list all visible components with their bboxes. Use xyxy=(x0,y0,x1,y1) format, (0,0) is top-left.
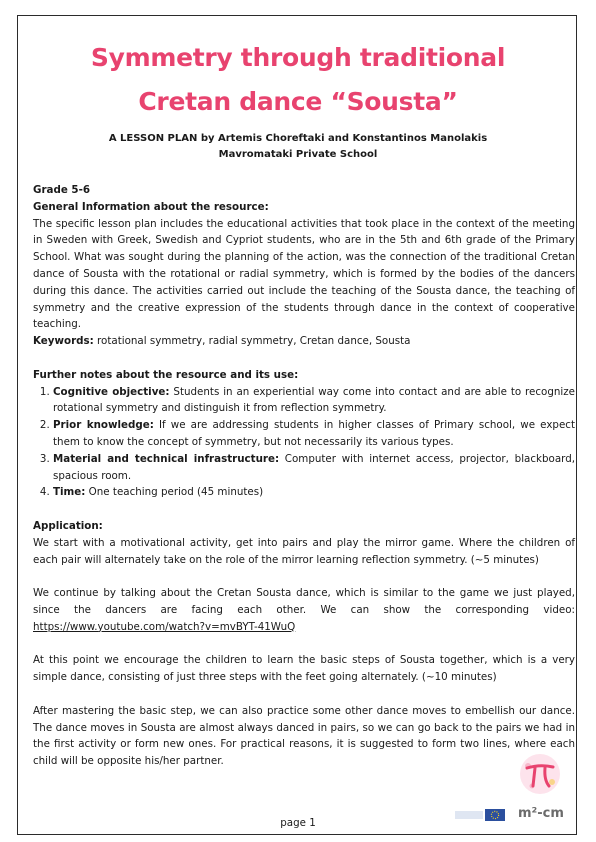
byline xyxy=(30,131,566,163)
page-number: page 1 xyxy=(280,817,316,829)
application-paragraph-4: After mastering the basic step, we can also practice some other dance moves to embellish our dance. The dance moves in Sousta are almost always danced in pairs, so we can go back to the pairs we had in the first activity or form new ones. For practical reasons, it is suggested to form two lines, where each child will be opposite his/her partner. xyxy=(33,704,575,768)
note-label: Time: xyxy=(53,486,86,499)
notes-list xyxy=(33,384,575,502)
note-item xyxy=(53,484,575,501)
application-paragraph-2-text: We continue by talking about the Cretan Sousta dance, which is similar to the game we just played, since the dancers are facing each other. We can show the corresponding video: xyxy=(33,587,575,616)
pi-logo-icon xyxy=(518,752,562,796)
video-link[interactable]: https://www.youtube.com/watch?v=mvBYT-41WuQ xyxy=(33,620,296,633)
note-item xyxy=(53,451,575,485)
general-info-heading: General Information about the resource: xyxy=(33,200,269,213)
title-line-1: Symmetry through traditional xyxy=(90,43,506,72)
document-title xyxy=(30,36,566,124)
note-text: Computer with internet access, projector, blackboard, spacious room. xyxy=(53,452,575,482)
note-label: Prior knowledge: xyxy=(53,419,154,432)
note-text: If we are addressing students in higher classes of Primary school, we expect them to know the concept of symmetry, but not necessarily its various types. xyxy=(53,419,575,448)
note-item xyxy=(53,384,575,418)
byline-school: Mavromataki Private School xyxy=(218,149,378,160)
application-paragraph-2 xyxy=(33,585,575,635)
keywords-text: rotational symmetry, radial symmetry, Cretan dance, Sousta xyxy=(93,335,411,348)
document-body xyxy=(33,182,575,770)
application-heading: Application: xyxy=(33,519,103,532)
note-label: Material and technical infrastructure: xyxy=(53,452,280,465)
keywords-line xyxy=(33,333,575,350)
title-line-2: Cretan dance “Sousta” xyxy=(138,87,458,116)
note-item xyxy=(53,417,575,451)
further-notes-heading: Further notes about the resource and its use: xyxy=(33,368,299,381)
m2cm-logo: m²-cm xyxy=(518,806,564,821)
general-info-text: The specific lesson plan includes the educational activities that took place in the context of the meeting in Sweden with Greek, Swedish and Cypriot students, who are in the 5th and 6th grade of the Primary School. What was sought during the planning of the action, was the connection of the traditional Cretan dance of Sousta with the rotational or radial symmetry, which is formed by the bodies of the dancers during this dance. The activities carried out include the teaching of the Sousta dance, the teaching of symmetry and the creative expression of the students through dance in the context of cooperative teaching. xyxy=(33,217,575,331)
note-text: One teaching period (45 minutes) xyxy=(85,486,264,499)
application-paragraph-3: At this point we encourage the children to learn the basic steps of Sousta together, which is a very simple dance, consisting of just three steps with the feet going alternately. (~10 minutes) xyxy=(33,654,575,684)
keywords-label: Keywords: xyxy=(33,335,94,348)
grade-label: Grade 5-6 xyxy=(33,184,91,196)
note-label: Cognitive objective: xyxy=(53,385,170,398)
byline-authors: A LESSON PLAN by Artemis Choreftaki and Konstantinos Manolakis xyxy=(108,133,488,144)
note-text: Students in an experiential way come into contact and are able to recognize rotational symmetry and distinguish it from reflection symmetry. xyxy=(53,385,576,415)
application-paragraph-1: We start with a motivational activity, get into pairs and play the mirror game. Where the children of each pair will alternately take on the role of the mirror learning reflection symmetry. (~5 minutes) xyxy=(33,536,575,566)
